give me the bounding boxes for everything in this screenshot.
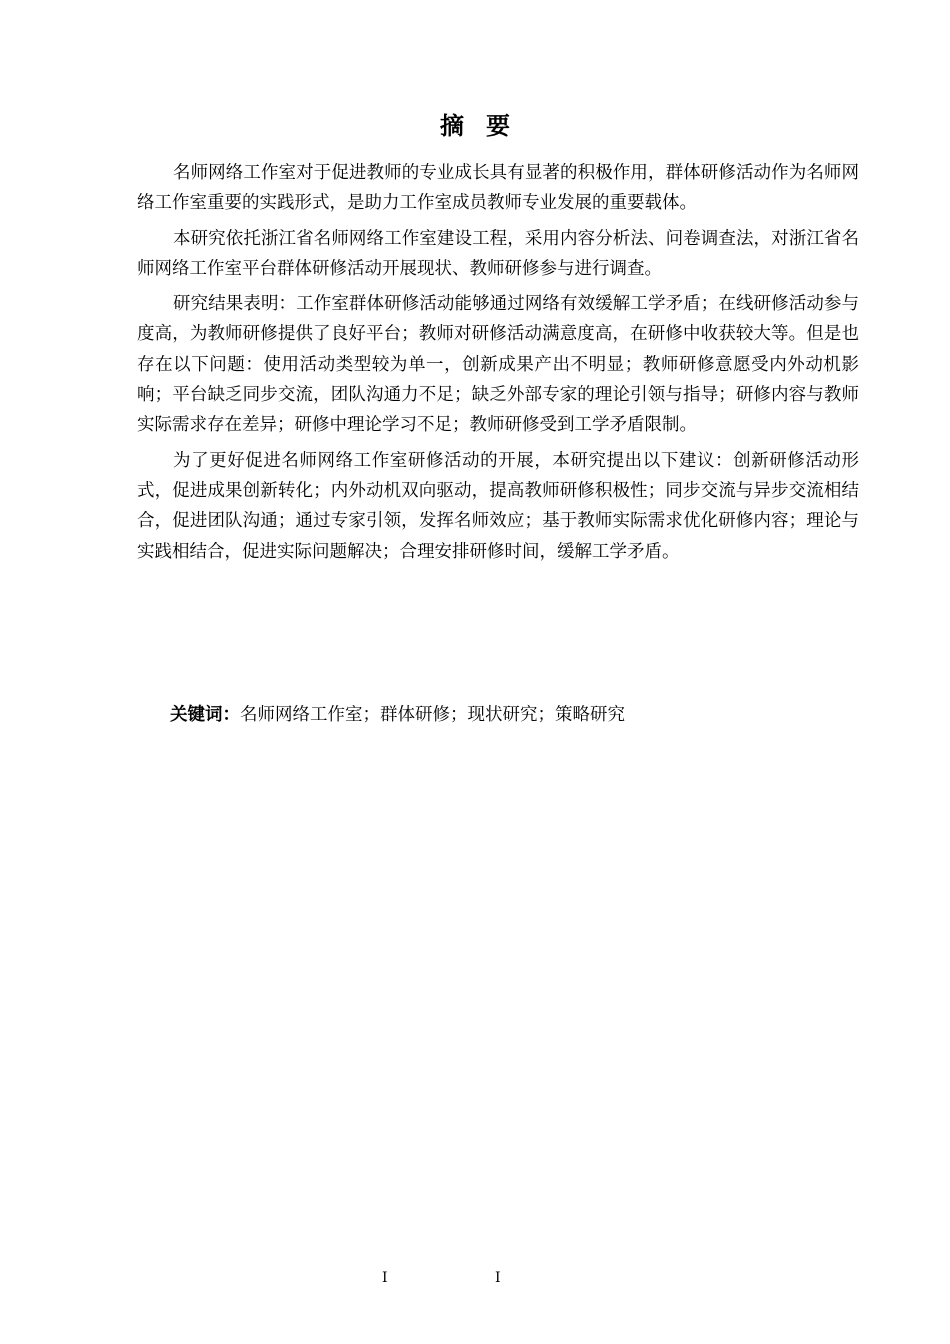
abstract-body — [137, 158, 859, 572]
page-number-left: I — [382, 1270, 388, 1286]
keywords-line — [170, 700, 860, 730]
page-footer — [0, 1266, 950, 1290]
abstract-title: 摘要 — [440, 112, 532, 140]
page-number-right: I — [495, 1270, 501, 1286]
keywords-label: 关键词： — [170, 705, 240, 725]
abstract-paragraph-4: 为了更好促进名师网络工作室研修活动的开展，本研究提出以下建议：创新研修活动形式，促进成果创新转化；内外动机双向驱动，提高教师研修积极性；同步交流与异步交流相结合，促进团队沟通；通过专家引领，发挥名师效应；基于教师实际需求优化研修内容；理论与实践相结合，促进实际问题解决；合理安排研修时间，缓解工学矛盾。 — [137, 450, 859, 562]
abstract-paragraph-3: 研究结果表明：工作室群体研修活动能够通过网络有效缓解工学矛盾；在线研修活动参与度高，为教师研修提供了良好平台；教师对研修活动满意度高，在研修中收获较大等。但是也存在以下问题：使用活动类型较为单一，创新成果产出不明显；教师研修意愿受内外动机影响；平台缺乏同步交流，团队沟通力不足；缺乏外部专家的理论引领与指导；研修内容与教师实际需求存在差异；研修中理论学习不足；教师研修受到工学矛盾限制。 — [137, 294, 859, 436]
abstract-paragraph-2: 本研究依托浙江省名师网络工作室建设工程，采用内容分析法、问卷调查法，对浙江省名师网络工作室平台群体研修活动开展现状、教师研修参与进行调查。 — [137, 228, 859, 279]
abstract-paragraph-1: 名师网络工作室对于促进教师的专业成长具有显著的积极作用，群体研修活动作为名师网络工作室重要的实践形式，是助力工作室成员教师专业发展的重要载体。 — [137, 163, 859, 214]
keywords-text: 名师网络工作室；群体研修；现状研究；策略研究 — [240, 705, 625, 725]
